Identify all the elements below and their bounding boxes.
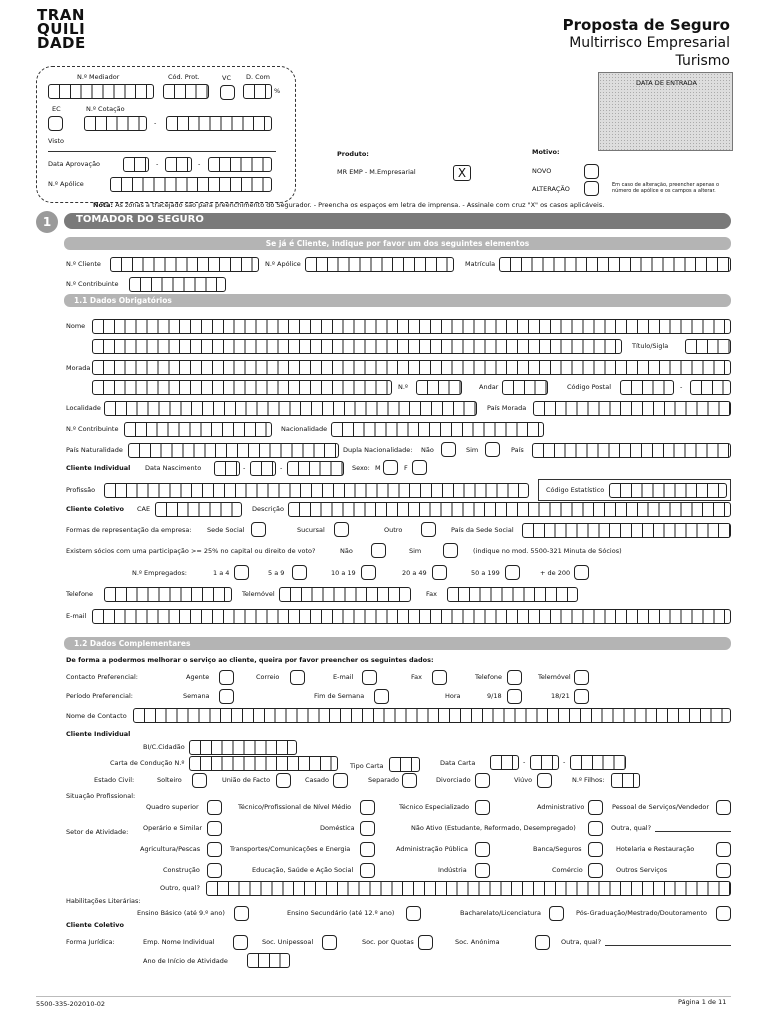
administrativo-label: Administrativo [537,803,585,811]
fax-field[interactable] [447,587,578,602]
contacto-pref-label: Contacto Preferencial: [66,673,138,681]
pais-nat-field[interactable] [128,443,339,458]
admin-pub-checkbox[interactable] [475,842,490,857]
outro-setor-field[interactable] [206,881,731,896]
tecnico-esp-label: Técnico Especializado [399,803,470,811]
cotacao-field-2[interactable] [166,116,272,131]
nacionalidade-label: Nacionalidade [281,425,328,433]
contacto-correio-label: Correio [256,673,280,681]
indique-label: (indique no mod. 5500-321 Minuta de Sócios) [473,547,622,555]
alteracao-checkbox[interactable] [584,181,599,196]
carta-day-field[interactable] [490,755,519,770]
contacto-correio-checkbox[interactable] [290,670,305,685]
domestica-label: Doméstica [320,824,355,832]
bi-field[interactable] [189,740,297,755]
carta-dash-2: - [563,758,566,766]
n-empregados-label: N.º Empregados: [132,569,187,577]
construcao-label: Construção [163,866,200,874]
emp-2-label: 5 a 9 [268,569,285,577]
dupla-sim-checkbox[interactable] [485,442,500,457]
dupla-nao-label: Não [421,446,434,454]
cod-postal-label: Código Postal [567,383,612,391]
operario-checkbox[interactable] [207,821,222,836]
agricultura-checkbox[interactable] [207,842,222,857]
banca-checkbox[interactable] [588,842,603,857]
page-subtitle-2: Turismo [675,53,730,69]
soc-quotas-checkbox[interactable] [418,935,433,950]
aprov-day-field[interactable] [123,157,149,172]
emp-6-checkbox[interactable] [574,565,589,580]
d-com-label: D. Com [246,73,270,81]
telefone-label: Telefone [66,590,94,598]
morada-field-1[interactable] [92,360,731,375]
apolice-admin-field[interactable] [110,177,272,192]
ano-inicio-label: Ano de Início de Atividade [143,957,228,965]
tecnico-nm-label: Técnico/Profissional de Nível Médio [238,803,352,811]
compl-cliente-individual-label: Cliente Individual [66,730,131,738]
sede-label: Sede Social [207,526,245,534]
carta-month-field[interactable] [530,755,559,770]
aprov-year-field[interactable] [208,157,272,172]
nome-field-2[interactable] [92,339,622,354]
contacto-telemovel-label: Telemóvel [538,673,571,681]
profissao-field[interactable] [104,483,529,498]
tecnico-esp-checkbox[interactable] [475,800,490,815]
andar-field[interactable] [502,380,548,395]
uniao-checkbox[interactable] [276,773,291,788]
cotacao-label: N.º Cotação [86,105,125,113]
n-contribuinte-label: N.º Contribuinte [66,425,119,433]
telemovel-label: Telemóvel [242,590,275,598]
nota-text: As zonas a tracejado são para preenchimento do Segurador. - Preencha os espaços em letra de imprensa. - Assinale com cruz "X" os casos aplicáveis. [115,201,605,209]
outra-forma-line[interactable] [605,945,731,946]
logo-line-2: QUILI [37,20,86,38]
solteiro-checkbox[interactable] [192,773,207,788]
hotelaria-label: Hotelaria e Restauração [616,845,695,853]
contacto-agente-checkbox[interactable] [219,670,234,685]
logo-line-3: DADE [37,34,86,52]
contacto-agente-label: Agente [186,673,210,681]
transportes-checkbox[interactable] [360,842,375,857]
casado-label: Casado [305,776,329,784]
contacto-fax-label: Fax [411,673,422,681]
basico-label: Ensino Básico (até 9.º ano) [137,909,225,917]
data-entrada-label: DATA DE ENTRADA [636,79,697,87]
visto-line [48,151,276,152]
dados-obrigatorios-title: 1.1 Dados Obrigatórios [74,296,172,305]
tecnico-nm-checkbox[interactable] [360,800,375,815]
administrativo-checkbox[interactable] [588,800,603,815]
n-apolice-field[interactable] [305,257,454,272]
footer-line [36,996,731,997]
outros-serv-label: Outros Serviços [616,866,668,874]
forma-juridica-label: Forma Jurídica: [66,938,115,946]
n-porta-field[interactable] [416,380,462,395]
dados-complementares-bar [64,637,731,650]
secundario-checkbox[interactable] [406,906,421,921]
pais-morada-field[interactable] [533,401,731,416]
n-apolice-label: N.º Apólice [265,260,301,268]
mediador-label: N.º Mediador [77,73,120,81]
nota-label: Nota: [93,201,113,209]
separado-label: Separado [368,776,399,784]
outro-setor-label: Outro, qual? [160,884,200,892]
existing-client-text: Se já é Cliente, indique por favor um dos seguintes elementos [265,239,530,248]
titulo-label: Título/Sigla [632,342,669,350]
industria-label: Indústria [438,866,467,874]
dupla-pais-field[interactable] [532,443,731,458]
divorciado-checkbox[interactable] [475,773,490,788]
viuvo-label: Viúvo [514,776,533,784]
carta-label: Carta de Condução N.º [110,759,185,767]
ec-label: EC [52,105,61,113]
n-cliente-label: N.º Cliente [66,260,101,268]
transportes-label: Transportes/Comunicações e Energia [230,845,351,853]
produto-checkbox[interactable]: X [453,165,471,181]
emp-1-checkbox[interactable] [234,565,249,580]
cod-prot-label: Cód. Prot. [168,73,200,81]
socios-nao-label: Não [340,547,353,555]
contacto-email-checkbox[interactable] [362,670,377,685]
habilitacoes-label: Habilitações Literárias: [66,897,141,905]
fax-label: Fax [426,590,437,598]
dados-obrigatorios-bar [64,294,731,307]
solteiro-label: Solteiro [157,776,182,784]
sexo-m-label: M [375,464,381,472]
sexo-f-checkbox[interactable] [412,460,427,475]
aprov-dash-2: - [198,160,201,168]
hora-2-checkbox[interactable] [574,689,589,704]
emp-nome-label: Emp. Nome Individual [143,938,215,946]
socios-label: Existem sócios com uma participação >= 25% no capital ou direito de voto? [66,547,316,555]
socios-sim-label: Sim [409,547,422,555]
d-com-field[interactable] [243,84,272,99]
emp-5-label: 50 a 199 [471,569,500,577]
domestica-checkbox[interactable] [360,821,375,836]
contacto-telefone-checkbox[interactable] [507,670,522,685]
sit-prof-label: Situação Profissional: [66,792,136,800]
quadro-label: Quadro superior [146,803,199,811]
hora-label: Hora [445,692,461,700]
existing-client-bar [64,237,731,250]
sede-checkbox[interactable] [251,522,266,537]
section-1-number: 1 [36,211,58,233]
form-code: 5500-335-202010-02 [36,1000,106,1008]
produto-value: MR EMP - M.Empresarial [337,168,416,176]
pais-morada-label: País Morada [487,404,527,412]
n-contribuinte-client-field[interactable] [129,277,226,292]
comercio-checkbox[interactable] [588,863,603,878]
morada-field-2[interactable] [92,380,392,395]
nome-contacto-label: Nome de Contacto [66,712,127,720]
telemovel-field[interactable] [279,587,411,602]
setor-label: Setor de Atividade: [66,828,129,836]
compl-cliente-coletivo-label: Cliente Coletivo [66,921,124,929]
admin-pub-label: Administração Pública [396,845,468,853]
soc-uni-checkbox[interactable] [322,935,337,950]
soc-anon-label: Soc. Anónima [455,938,500,946]
n-contribuinte-client-label: N.º Contribuinte [66,280,119,288]
cod-postal-dash: - [680,383,683,391]
agricultura-label: Agricultura/Pescas [140,845,201,853]
nasc-day-field[interactable] [214,461,240,476]
nome-field-1[interactable] [92,319,731,334]
sexo-m-checkbox[interactable] [383,460,398,475]
industria-checkbox[interactable] [475,863,490,878]
data-carta-label: Data Carta [440,759,476,767]
educacao-checkbox[interactable] [360,863,375,878]
emp-3-checkbox[interactable] [361,565,376,580]
hora-2-label: 18/21 [551,692,570,700]
periodo-semana-label: Semana [183,692,210,700]
secundario-label: Ensino Secundário (até 12.º ano) [287,909,395,917]
matricula-field[interactable] [499,257,731,272]
cotacao-field-1[interactable] [84,116,147,131]
page-title: Proposta de Seguro [562,16,730,34]
filhos-label: N.º Filhos: [572,776,605,784]
cod-postal-field-1[interactable] [620,380,674,395]
banca-label: Banca/Seguros [533,845,582,853]
page-number: Página 1 de 11 [678,998,727,1006]
nao-ativo-label: Não Ativo (Estudante, Reformado, Desempregado) [411,824,576,832]
nasc-dash-2: - [280,464,283,472]
casado-checkbox[interactable] [333,773,348,788]
dupla-label: Dupla Nacionalidade: [343,446,413,454]
morada-label: Morada [66,364,91,372]
emp-nome-checkbox[interactable] [233,935,248,950]
dupla-pais-label: País [511,446,524,454]
emp-1-label: 1 a 4 [213,569,230,577]
comercio-label: Comércio [552,866,583,874]
logo-line-1: TRAN [37,6,85,24]
contacto-email-label: E-mail [333,673,354,681]
matricula-label: Matrícula [465,260,496,268]
novo-label: NOVO [532,167,552,175]
visto-label: Visto [48,137,65,145]
soc-quotas-label: Soc. por Quotas [362,938,414,946]
section-1-title: TOMADOR DO SEGURO [76,214,204,225]
dupla-nao-checkbox[interactable] [441,442,456,457]
tipo-carta-field[interactable] [389,757,420,772]
separado-checkbox[interactable] [402,773,417,788]
titulo-field[interactable] [685,339,731,354]
n-porta-label: N.º [398,383,408,391]
cod-estatistico-label: Código Estatístico [546,486,605,494]
outros-serv-checkbox[interactable] [716,863,731,878]
pos-checkbox[interactable] [716,906,731,921]
pais-sede-field[interactable] [522,523,731,538]
outro-label: Outro [384,526,403,534]
compl-intro: De forma a podermos melhorar o serviço ao cliente, queira por favor preencher os seguintes dados: [66,656,434,664]
filhos-field[interactable] [611,773,640,788]
emp-3-label: 10 a 19 [331,569,356,577]
ano-inicio-field[interactable] [247,953,290,968]
sucursal-label: Sucursal [297,526,325,534]
outro-checkbox[interactable] [421,522,436,537]
viuvo-checkbox[interactable] [537,773,552,788]
basico-checkbox[interactable] [234,906,249,921]
nasc-year-field[interactable] [287,461,344,476]
carta-field[interactable] [189,756,338,771]
educacao-label: Educação, Saúde e Ação Social [252,866,354,874]
email-label: E-mail [66,612,87,620]
pais-nat-label: País Naturalidade [66,446,123,454]
periodo-label: Período Preferencial: [66,692,133,700]
cliente-individual-label: Cliente Individual [66,464,131,472]
emp-2-checkbox[interactable] [292,565,307,580]
telefone-field[interactable] [104,587,232,602]
hora-1-label: 9/18 [487,692,502,700]
produto-label: Produto: [337,150,369,158]
page-subtitle-1: Multirrisco Empresarial [569,35,730,51]
construcao-checkbox[interactable] [207,863,222,878]
bacharelato-checkbox[interactable] [549,906,564,921]
sexo-f-label: F [404,464,408,472]
pessoal-checkbox[interactable] [716,800,731,815]
nasc-dash-1: - [243,464,246,472]
data-aprov-label: Data Aprovação [48,160,101,168]
carta-year-field[interactable] [570,755,626,770]
motivo-label: Motivo: [532,148,560,156]
cod-postal-field-2[interactable] [690,380,731,395]
outra-situacao-line[interactable] [655,831,731,832]
nacionalidade-field[interactable] [331,422,544,437]
logo [37,8,86,50]
n-cliente-field[interactable] [110,257,259,272]
pos-label: Pós-Graduação/Mestrado/Doutoramento [576,909,708,917]
aprov-dash-1: - [156,160,159,168]
email-field[interactable] [92,609,731,624]
operario-label: Operário e Similar [143,824,203,832]
novo-checkbox[interactable] [584,164,599,179]
n-contribuinte-field[interactable] [124,422,272,437]
vc-checkbox[interactable] [220,85,235,100]
outra-forma-label: Outra, qual? [561,938,602,946]
emp-4-checkbox[interactable] [432,565,447,580]
localidade-field[interactable] [104,401,477,416]
contacto-telefone-label: Telefone [475,673,503,681]
formas-label: Formas de representação da empresa: [66,526,192,534]
nao-ativo-checkbox[interactable] [588,821,603,836]
nasc-month-field[interactable] [250,461,276,476]
cliente-coletivo-label: Cliente Coletivo [66,505,124,513]
nota [93,202,604,209]
socios-nao-checkbox[interactable] [371,543,386,558]
andar-label: Andar [479,383,499,391]
hotelaria-checkbox[interactable] [716,842,731,857]
pessoal-label: Pessoal de Serviços/Vendedor [612,803,710,811]
periodo-fim-label: Fim de Semana [314,692,365,700]
contacto-fax-checkbox[interactable] [432,670,447,685]
soc-uni-label: Soc. Unipessoal [262,938,314,946]
quadro-checkbox[interactable] [207,800,222,815]
data-nasc-label: Data Nascimento [145,464,202,472]
bacharelato-label: Bacharelato/Licenciatura [460,909,541,917]
emp-4-label: 20 a 49 [402,569,427,577]
hora-1-checkbox[interactable] [507,689,522,704]
descricao-label: Descrição [252,505,284,513]
bi-label: BI/C.Cidadão [143,743,185,751]
percent-label: % [274,87,281,95]
contacto-telemovel-checkbox[interactable] [574,670,589,685]
nome-contacto-field[interactable] [133,708,731,723]
alteracao-note: Em caso de alteração, preencher apenas o número de apólice e os campos a alterar. [612,182,720,194]
cae-label: CAE [137,505,151,513]
sexo-label: Sexo: [352,464,370,472]
soc-anon-checkbox[interactable] [535,935,550,950]
socios-sim-checkbox[interactable] [443,543,458,558]
emp-5-checkbox[interactable] [505,565,520,580]
divorciado-label: Divorciado [436,776,471,784]
nome-label: Nome [66,322,86,330]
tipo-carta-label: Tipo Carta [350,762,384,770]
periodo-semana-checkbox[interactable] [219,689,234,704]
dupla-sim-label: Sim [466,446,479,454]
dados-complementares-title: 1.2 Dados Complementares [74,639,191,648]
cotacao-dash: - [154,119,157,127]
profissao-label: Profissão [66,486,96,494]
cae-field[interactable] [155,502,242,517]
cod-estatistico-field[interactable] [609,483,727,498]
carta-dash-1: - [523,758,526,766]
alteracao-label: ALTERAÇÃO [532,185,570,193]
outra-situacao-label: Outra, qual? [611,824,652,832]
aprov-month-field[interactable] [165,157,192,172]
estado-civil-label: Estado Civil: [94,776,135,784]
emp-6-label: + de 200 [540,569,571,577]
localidade-label: Localidade [66,404,101,412]
sucursal-checkbox[interactable] [334,522,349,537]
pais-sede-label: País da Sede Social [451,526,514,534]
periodo-fim-checkbox[interactable] [374,689,389,704]
apolice-admin-label: N.º Apólice [48,180,84,188]
descricao-field[interactable] [288,502,731,517]
mediador-field[interactable] [48,84,154,99]
vc-label: VC [222,74,231,82]
uniao-label: União de Facto [222,776,271,784]
ec-checkbox[interactable] [48,116,63,131]
cod-prot-field[interactable] [163,84,209,99]
